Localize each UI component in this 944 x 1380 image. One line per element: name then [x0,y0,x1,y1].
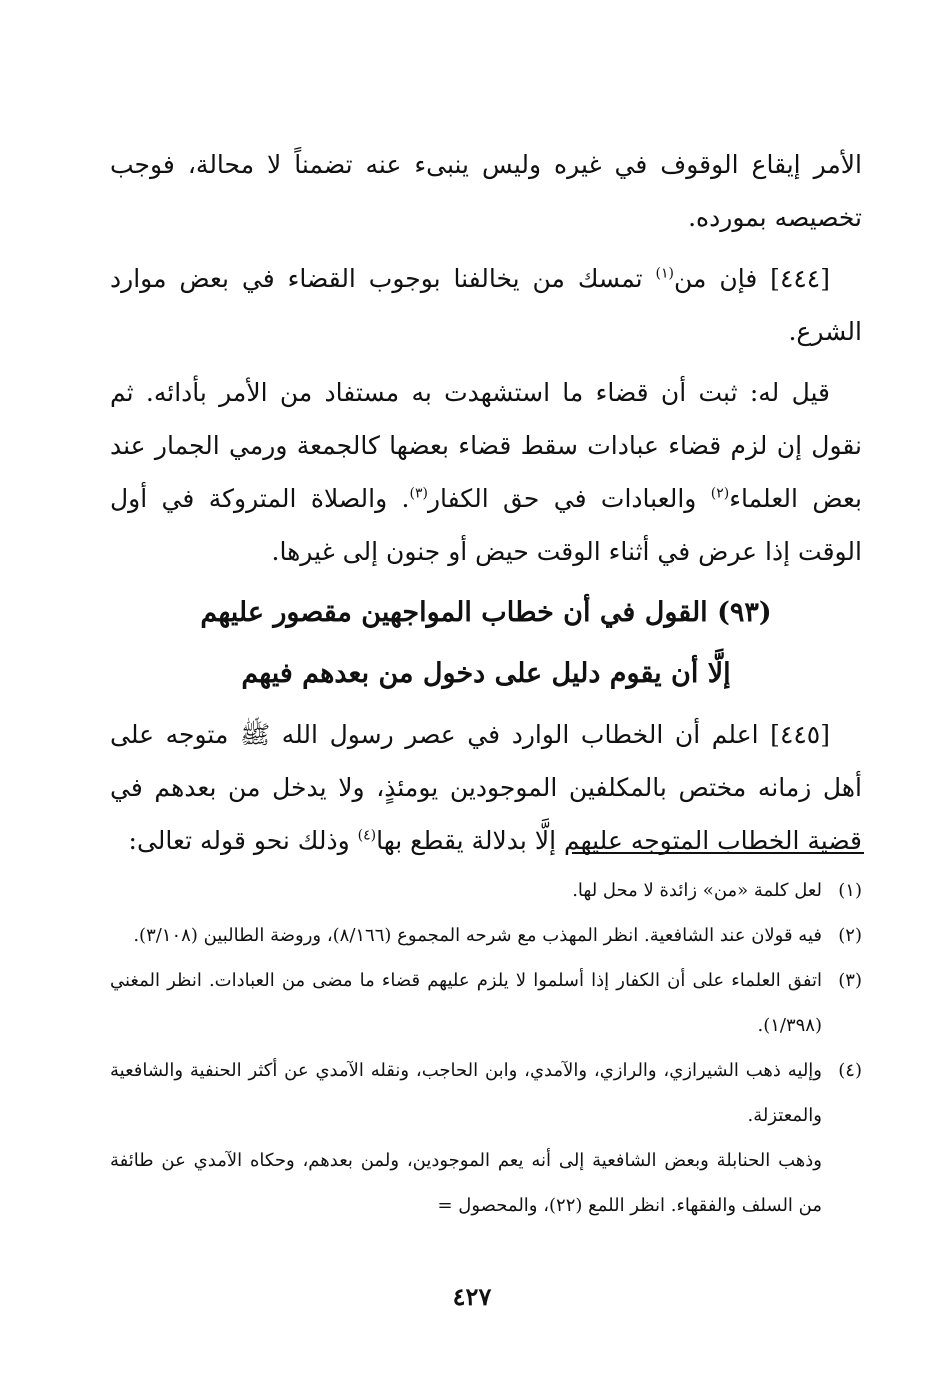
page-number: ٤٢٧ [452,1282,492,1311]
paragraph-1-text: الأمر إيقاع الوقوف في غيره وليس ينبىء عنه تضمناً لا محالة، فوجب تخصيصه بمورده. [110,150,862,232]
paragraph-445-text-a: [٤٤٥] اعلم أن الخطاب الوارد في عصر رسول الله ﷺ متوجه على أهل زمانه مختص بالمكلفين الموجودين يومئذٍ، ولا يدخل من بعدهم في قضية الخطاب المتوجه عليهم إلَّا بدلالة يقطع بها [110,720,862,855]
paragraph-reply-text-a: قيل له: ثبت أن قضاء ما استشهدت به مستفاد من الأمر بأدائه. ثم نقول إن لزم قضاء عبادات سقط قضاء بعضها كالجمعة ورمي الجمار عند بعض العلماء [110,378,862,513]
footnote-4 [110,1048,862,1138]
paragraph-reply-text-c: . والصلاة المتروكة في أول الوقت إذا عرض في أثناء الوقت حيض أو جنون إلى غيرها. [110,484,862,566]
footnote-number: (١) [838,880,862,901]
footnote-number: (٢) [838,925,862,946]
footnote-text: فيه قولان عند الشافعية. انظر المهذب مع شرحه المجموع (٨/١٦٦)، وروضة الطالبين (٣/١٠٨). [133,925,822,946]
section-heading-line-1: (٩٣) القول في أن خطاب المواجهين مقصور عليهم [200,597,772,628]
footnote-separator [572,852,864,854]
footnote-text: وإليه ذهب الشيرازي، والرازي، والآمدي، وابن الحاجب، ونقله الآمدي عن أكثر الحنفية والشافعية والمعتزلة. [110,1060,822,1126]
paragraph-444 [110,252,862,358]
main-text [110,138,862,875]
footnote-number: (٣) [838,970,862,991]
footnote-ref-4[interactable]: (٤) [357,827,377,844]
footnote-text: اتفق العلماء على أن الكفار إذا أسلموا لا يلزم عليهم قضاء ما مضى من العبادات. انظر المغني (١/٣٩٨). [110,970,822,1036]
footnote-2 [110,913,862,958]
paragraph-444-text-a: [٤٤٤] فإن من [674,264,830,293]
section-heading-line-2: إلَّا أن يقوم دليل على دخول من بعدهم فيهم [241,658,731,689]
paragraph-444-text-b: تمسك من يخالفنا بوجوب القضاء في بعض موارد الشرع. [110,264,862,346]
footnote-ref-1[interactable]: (١) [655,265,675,282]
footnote-1 [110,868,862,913]
paragraph-445 [110,708,862,867]
footnote-ref-3[interactable]: (٣) [409,485,428,502]
footnote-3 [110,958,862,1048]
footnotes [110,868,862,1228]
paragraph-1 [110,138,862,244]
paragraph-445-text-b: وذلك نحو قوله تعالى: [128,826,358,855]
footnote-number: (٤) [838,1060,862,1081]
paragraph-reply [110,366,862,578]
footnote-4-continuation: وذهب الحنابلة وبعض الشافعية إلى أنه يعم الموجودين، ولمن بعدهم، وحكاه الآمدي عن طائفة من السلف والفقهاء. انظر اللمع (٢٢)، والمحصول = [110,1150,822,1216]
paragraph-reply-text-b: والعبادات في حق الكفار [427,484,711,513]
footnote-ref-2[interactable]: (٢) [710,485,730,502]
footnote-text: لعل كلمة «من» زائدة لا محل لها. [572,880,822,901]
